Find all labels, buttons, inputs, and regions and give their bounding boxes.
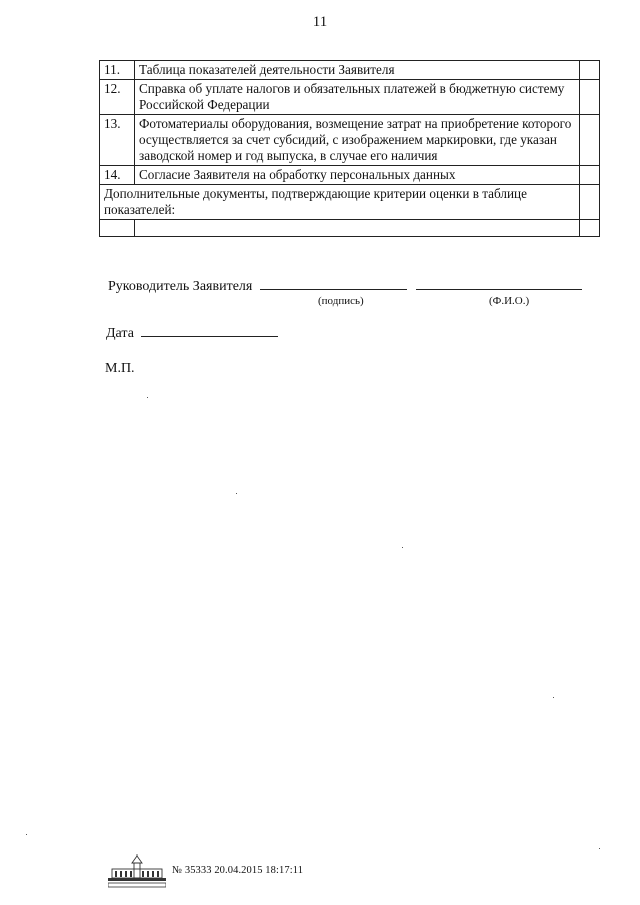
empty-text-cell xyxy=(135,220,580,237)
empty-number-cell xyxy=(100,220,135,237)
row-text: Согласие Заявителя на обработку персональных данных xyxy=(135,166,580,185)
table-row xyxy=(100,80,600,115)
row-text: Таблица показателей деятельности Заявителя xyxy=(135,61,580,80)
scan-speck xyxy=(26,834,27,835)
date-label: Дата xyxy=(106,326,134,341)
name-field xyxy=(416,289,582,290)
table-row xyxy=(100,61,600,80)
name-caption: (Ф.И.О.) xyxy=(489,295,530,307)
signature-line xyxy=(108,279,582,295)
registry-logo xyxy=(108,854,166,893)
table-row xyxy=(100,166,600,185)
row-check-cell xyxy=(580,115,600,166)
signature-label: Руководитель Заявителя xyxy=(108,279,253,294)
scan-speck xyxy=(599,848,600,849)
registry-number: № 35333 20.04.2015 18:17:11 xyxy=(172,865,304,876)
row-check-cell xyxy=(580,220,600,237)
documents-table xyxy=(99,60,600,237)
government-building-icon xyxy=(108,854,166,888)
signature-caption: (подпись) xyxy=(318,295,364,307)
scan-speck xyxy=(147,397,148,398)
additional-documents-row xyxy=(100,185,600,220)
scan-speck xyxy=(402,547,403,548)
page-number: 11 xyxy=(312,14,328,30)
row-check-cell xyxy=(580,61,600,80)
row-text: Справка об уплате налогов и обязательных платежей в бюджетную систему Российской Федерации xyxy=(135,80,580,115)
row-number: 13. xyxy=(100,115,135,166)
row-check-cell xyxy=(580,185,600,220)
row-check-cell xyxy=(580,80,600,115)
date-line xyxy=(106,326,278,342)
signature-field xyxy=(260,289,407,290)
row-number: 11. xyxy=(100,61,135,80)
empty-row xyxy=(100,220,600,237)
row-number: 12. xyxy=(100,80,135,115)
table-row xyxy=(100,115,600,166)
scan-speck xyxy=(236,493,237,494)
row-check-cell xyxy=(580,166,600,185)
row-text: Фотоматериалы оборудования, возмещение затрат на приобретение которого осуществляется за счет субсидий, с изображением маркировки, где указан заводской номер и год выпуска, в случае его наличия xyxy=(135,115,580,166)
additional-documents-label: Дополнительные документы, подтверждающие критерии оценки в таблице показателей: xyxy=(100,185,580,220)
date-field xyxy=(141,336,278,337)
row-number: 14. xyxy=(100,166,135,185)
seal-label: М.П. xyxy=(105,361,135,376)
scan-speck xyxy=(553,697,554,698)
